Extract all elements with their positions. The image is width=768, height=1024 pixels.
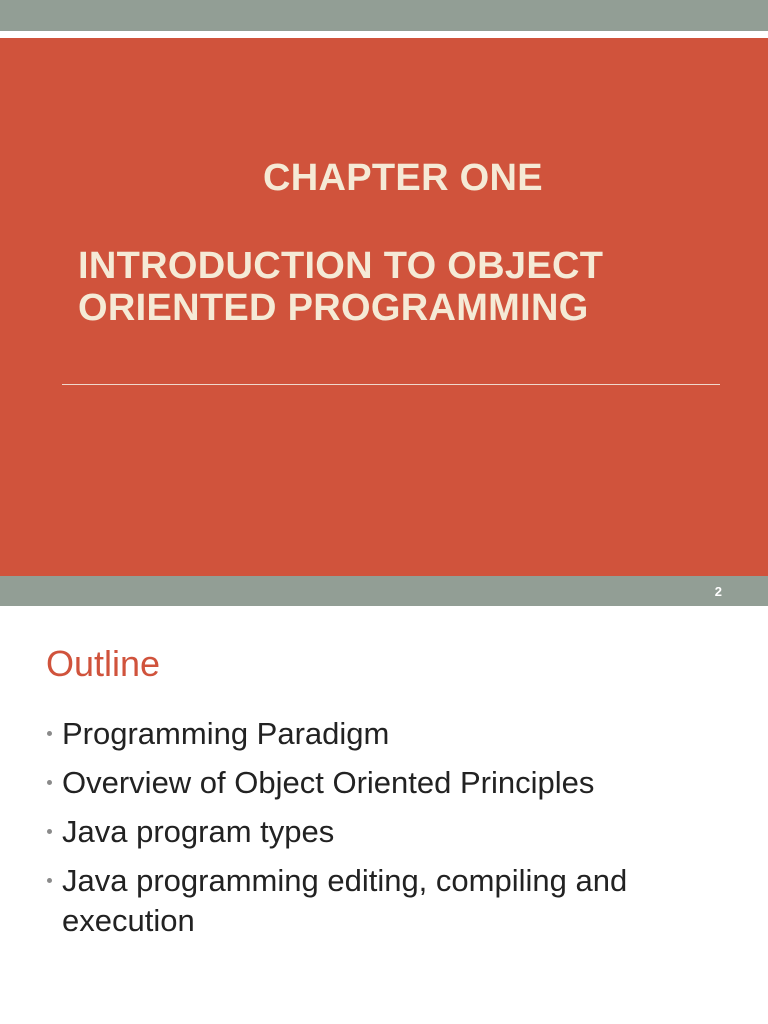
slide-number: 2 — [714, 584, 722, 599]
outline-heading: Outline — [46, 643, 161, 684]
outline-item — [46, 861, 726, 941]
outline-item-text: Overview of Object Oriented Principles — [62, 765, 595, 800]
title-divider — [62, 384, 720, 385]
chapter-label: CHAPTER ONE — [263, 157, 543, 199]
bullet-icon — [47, 780, 52, 785]
top-band — [0, 0, 768, 31]
chapter-title: INTRODUCTION TO OBJECT ORIENTED PROGRAMMING — [78, 245, 604, 329]
outline-item-text: Java program types — [62, 814, 335, 849]
outline-item-text: Programming Paradigm — [62, 716, 390, 751]
footer-band — [0, 576, 768, 606]
outline-item — [46, 812, 726, 852]
outline-item-text: Java programming editing, compiling and execution — [62, 863, 628, 938]
bullet-icon — [47, 878, 52, 883]
bullet-icon — [47, 829, 52, 834]
bullet-icon — [47, 731, 52, 736]
outline-list — [46, 714, 726, 950]
outline-item — [46, 763, 726, 803]
outline-item — [46, 714, 726, 754]
top-gap — [0, 31, 768, 38]
